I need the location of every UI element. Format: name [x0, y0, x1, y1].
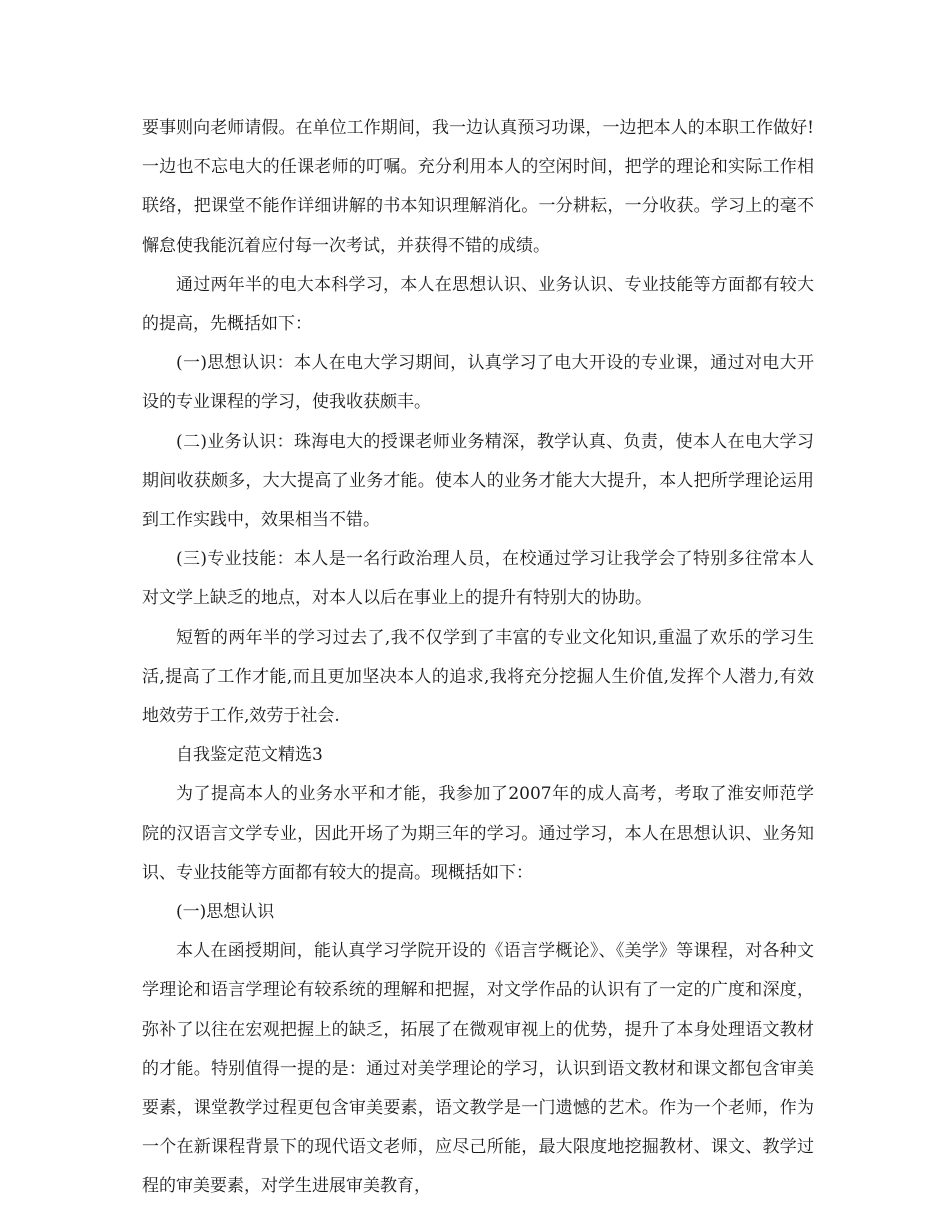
section-heading: 自我鉴定范文精选3	[176, 745, 323, 766]
paragraph: 本人在函授期间，能认真学习学院开设的《语言学概论》、《美学》等课程，对各种文学理论和语言学理论有较系统的理解和把握，对文学作品的认识有了一定的广度和深度，弥补了以往在宏观把握上的缺乏，拓展了在微观审视上的优势，提升了本身处理语文教材的才能。特别值得一提的是：通过对美学理论的学习，认识到语文教材和课文都包含审美要素，课堂教学过程更包含审美要素，语文教学是一门遗憾的艺术。作为一个老师，作为一个在新课程背景下的现代语文老师，应尽己所能，最大限度地挖掘教材、课文、教学过程的审美要素，对学生进展审美教育，	[142, 941, 814, 1197]
document-body	[142, 109, 814, 1207]
paragraph: 短暂的两年半的学习过去了,我不仅学到了丰富的专业文化知识,重温了欢乐的学习生活,提高了工作才能,而且更加坚决本人的追求,我将充分挖掘人生价值,发挥个人潜力,有效地效劳于工作,效劳于社会.	[142, 627, 814, 727]
paragraph: (二)业务认识：珠海电大的授课老师业务精深，教学认真、负责，使本人在电大学习期间收获颇多，大大提高了业务才能。使本人的业务才能大大提升，本人把所学理论运用到工作实践中，效果相当不错。	[142, 431, 814, 531]
paragraph: 要事则向老师请假。在单位工作期间，我一边认真预习功课，一边把本人的本职工作做好!一边也不忘电大的任课老师的叮嘱。充分利用本人的空闲时间，把学的理论和实际工作相联络，把课堂不能作详细讲解的书本知识理解消化。一分耕耘，一分收获。学习上的毫不懈怠使我能沉着应付每一次考试，并获得不错的成绩。	[142, 118, 814, 256]
paragraph: (三)专业技能：本人是一名行政治理人员，在校通过学习让我学会了特别多往常本人对文学上缺乏的地点，对本人以后在事业上的提升有特别大的协助。	[142, 549, 814, 609]
subsection-heading: (一)思想认识	[176, 902, 275, 923]
paragraph: 为了提高本人的业务水平和才能，我参加了2007年的成人高考，考取了淮安师范学院的汉语言文学专业，因此开场了为期三年的学习。通过学习，本人在思想认识、业务知识、专业技能等方面都有较大的提高。现概括如下：	[142, 784, 814, 883]
paragraph: 通过两年半的电大本科学习，本人在思想认识、业务认识、专业技能等方面都有较大的提高，先概括如下：	[142, 274, 814, 335]
paragraph: (一)思想认识：本人在电大学习期间，认真学习了电大开设的专业课，通过对电大开设的专业课程的学习，使我收获颇丰。	[142, 353, 814, 413]
